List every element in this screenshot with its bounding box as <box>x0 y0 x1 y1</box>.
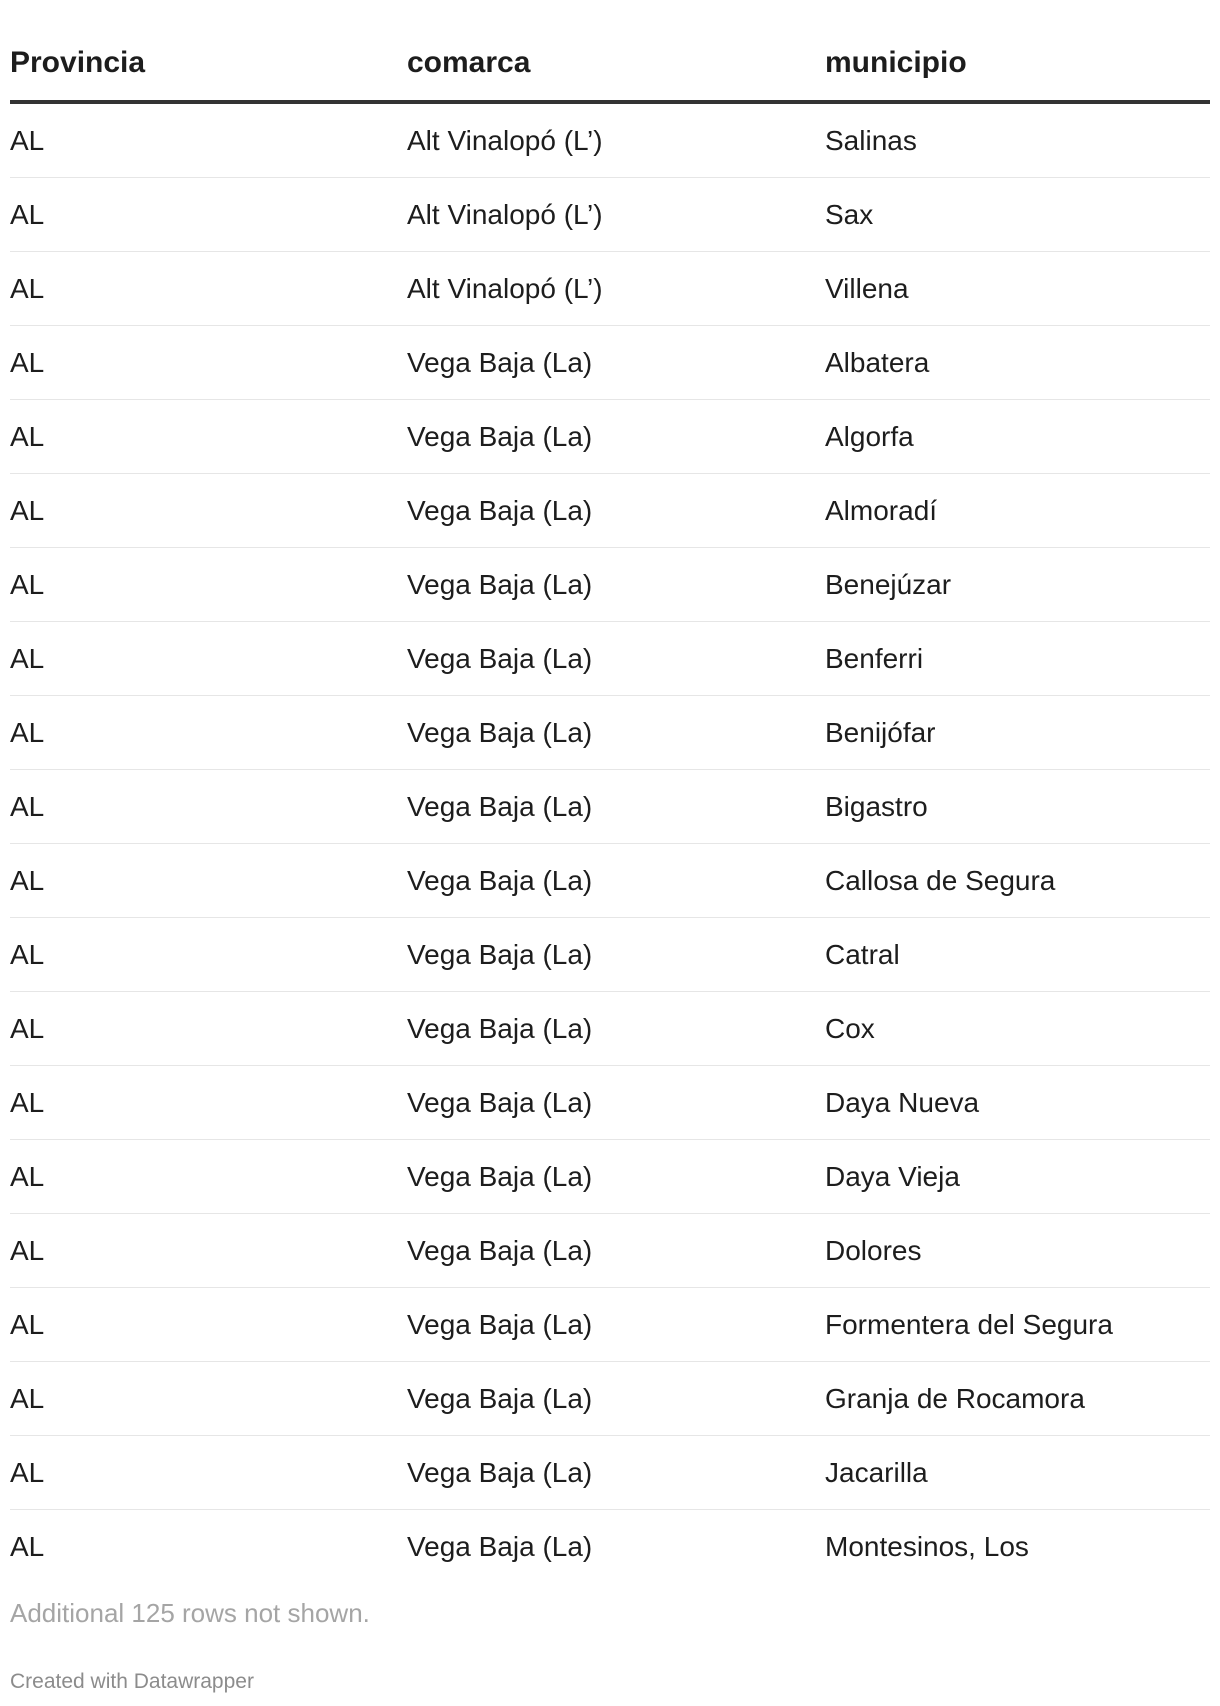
header-row <box>10 0 1210 102</box>
column-header-label: comarca <box>407 46 531 79</box>
cell-municipio: Benejúzar <box>825 548 1210 622</box>
table-row <box>10 1214 1210 1288</box>
cell-provincia: AL <box>10 252 407 326</box>
cell-municipio: Salinas <box>825 102 1210 178</box>
cell-provincia: AL <box>10 696 407 770</box>
cell-municipio: Granja de Rocamora <box>825 1362 1210 1436</box>
cell-provincia: AL <box>10 770 407 844</box>
cell-provincia: AL <box>10 622 407 696</box>
table-row <box>10 326 1210 400</box>
table-row <box>10 1362 1210 1436</box>
column-header-label: Provincia <box>10 46 146 79</box>
cell-provincia: AL <box>10 992 407 1066</box>
cell-comarca: Vega Baja (La) <box>407 1066 825 1140</box>
cell-municipio: Dolores <box>825 1214 1210 1288</box>
cell-comarca: Vega Baja (La) <box>407 1288 825 1362</box>
cell-comarca: Vega Baja (La) <box>407 696 825 770</box>
cell-comarca: Vega Baja (La) <box>407 326 825 400</box>
cell-municipio: Formentera del Segura <box>825 1288 1210 1362</box>
cell-municipio: Montesinos, Los <box>825 1530 1029 1562</box>
cell-provincia: AL <box>10 1436 407 1510</box>
table-row <box>10 696 1210 770</box>
cell-municipio: Callosa de Segura <box>825 844 1210 918</box>
cell-municipio: Algorfa <box>825 400 1210 474</box>
table-row <box>10 992 1210 1066</box>
table-row <box>10 102 1210 178</box>
cell-municipio: Villena <box>825 252 1210 326</box>
table-row <box>10 252 1210 326</box>
cell-provincia: AL <box>10 1362 407 1436</box>
rows-not-shown-note: Additional 125 rows not shown. <box>10 1598 370 1628</box>
column-header-label: municipio <box>825 46 967 79</box>
column-header-provincia[interactable] <box>10 0 407 102</box>
cell-provincia: AL <box>10 326 407 400</box>
table-row <box>10 548 1210 622</box>
cell-provincia: AL <box>10 1140 407 1214</box>
table-row <box>10 770 1210 844</box>
cell-comarca: Vega Baja (La) <box>407 918 825 992</box>
cell-provincia: AL <box>10 548 407 622</box>
cell-provincia: AL <box>10 1288 407 1362</box>
cell-comarca: Vega Baja (La) <box>407 1214 825 1288</box>
table-row <box>10 1066 1210 1140</box>
cell-municipio: Daya Vieja <box>825 1140 1210 1214</box>
cell-comarca: Vega Baja (La) <box>407 992 825 1066</box>
table-row <box>10 918 1210 992</box>
cell-provincia: AL <box>10 844 407 918</box>
table-row <box>10 1510 1210 1584</box>
cell-municipio: Almoradí <box>825 474 1210 548</box>
column-header-municipio[interactable] <box>825 0 1210 102</box>
table-header <box>10 0 1210 102</box>
data-table <box>10 0 1210 1583</box>
cell-municipio: Bigastro <box>825 770 1210 844</box>
cell-comarca: Alt Vinalopó (L’) <box>407 252 825 326</box>
cell-comarca: Alt Vinalopó (L’) <box>407 178 825 252</box>
cell-comarca: Vega Baja (La) <box>407 548 825 622</box>
data-table-container <box>10 0 1210 1583</box>
cell-municipio: Albatera <box>825 326 1210 400</box>
cell-comarca: Vega Baja (La) <box>407 400 825 474</box>
table-row <box>10 1436 1210 1510</box>
table-row <box>10 1140 1210 1214</box>
cell-comarca: Vega Baja (La) <box>407 622 825 696</box>
table-row <box>10 400 1210 474</box>
cell-municipio: Daya Nueva <box>825 1066 1210 1140</box>
table-row <box>10 622 1210 696</box>
cell-comarca: Alt Vinalopó (L’) <box>407 102 825 178</box>
cell-provincia: AL <box>10 1530 45 1562</box>
cell-provincia: AL <box>10 400 407 474</box>
cell-municipio: Cox <box>825 992 1210 1066</box>
cell-comarca: Vega Baja (La) <box>407 474 825 548</box>
cell-comarca: Vega Baja (La) <box>407 1362 825 1436</box>
cell-provincia: AL <box>10 474 407 548</box>
cell-municipio: Benijófar <box>825 696 1210 770</box>
cell-comarca: Vega Baja (La) <box>407 1530 593 1562</box>
cell-provincia: AL <box>10 1214 407 1288</box>
table-row <box>10 474 1210 548</box>
cell-provincia: AL <box>10 178 407 252</box>
cell-provincia: AL <box>10 918 407 992</box>
column-header-comarca[interactable] <box>407 0 825 102</box>
cell-municipio: Jacarilla <box>825 1436 1210 1510</box>
cell-provincia: AL <box>10 1066 407 1140</box>
cell-municipio: Sax <box>825 178 1210 252</box>
cell-comarca: Vega Baja (La) <box>407 770 825 844</box>
datawrapper-credit: Created with Datawrapper <box>10 1670 254 1693</box>
table-row <box>10 844 1210 918</box>
table-row <box>10 178 1210 252</box>
table-body <box>10 102 1210 1583</box>
cell-municipio: Benferri <box>825 622 1210 696</box>
cell-provincia: AL <box>10 102 407 178</box>
cell-comarca: Vega Baja (La) <box>407 1436 825 1510</box>
cell-comarca: Vega Baja (La) <box>407 844 825 918</box>
cell-municipio: Catral <box>825 918 1210 992</box>
table-row <box>10 1288 1210 1362</box>
cell-comarca: Vega Baja (La) <box>407 1140 825 1214</box>
